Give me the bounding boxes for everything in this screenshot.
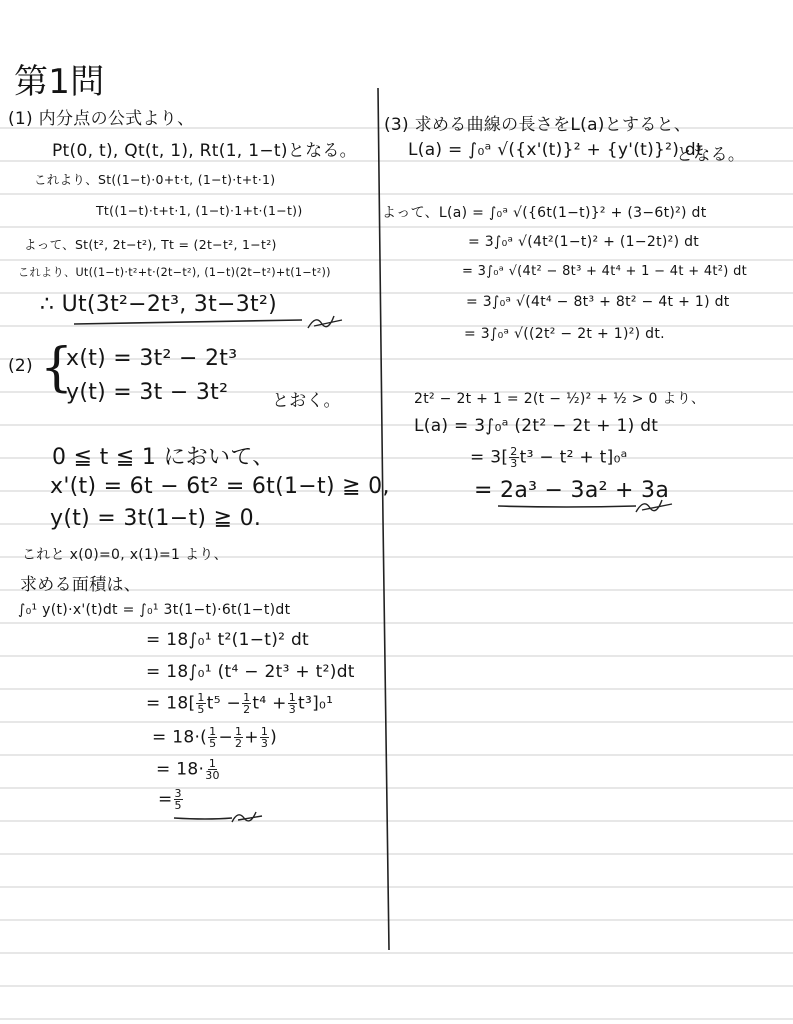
q1-line-6: これより、Ut((1−t)·t²+t·(2t−t²), (1−t)(2t−t²)+t(1−t²)) (18, 266, 331, 279)
q2-line-7: = 18∫₀¹ t²(1−t)² dt (146, 630, 310, 650)
q3-line-2-end: となる。 (676, 145, 746, 165)
q1-line-4: Tt((1−t)·t+t·1, (1−t)·1+t·(1−t)) (96, 203, 303, 218)
q1-line-5: よって、St(t², 2t−t²), Tt = (2t−t², 1−t²) (24, 237, 277, 252)
q2-line-10: = 18·( $\frac{1}{5}$ − $\frac{1}{2}$ + $\frac{1}{3}$ ) (152, 725, 278, 750)
q2-line-8: = 18∫₀¹ (t⁴ − 2t³ + t²)dt (146, 662, 355, 682)
fraction-1-5b: $\frac{1}{5}$ (209, 725, 217, 750)
q2-x-def: x(t) = 3t² − 2t³ (66, 346, 238, 371)
page-title: 第1問 (14, 62, 105, 102)
q2-line-11: = 18· $\frac{1}{30}$ (156, 757, 220, 782)
q2-line-2: x'(t) = 6t − 6t² = 6t(1−t) ≧ 0, (50, 474, 390, 499)
fraction-1-3: $\frac{1}{3}$ (288, 691, 297, 716)
q3-line-1: (3) 求める曲線の長さをL(a)とすると、 (384, 115, 692, 135)
q2-note: とおく。 (272, 391, 341, 411)
q3-line-9: L(a) = 3∫₀ᵃ (2t² − 2t + 1) dt (414, 416, 659, 436)
q2-line-1: 0 ≦ t ≦ 1 において、 (52, 445, 275, 470)
q2-brace: { (40, 338, 74, 398)
q3-line-4: = 3∫₀ᵃ √(4t²(1−t)² + (1−2t)²) dt (468, 234, 700, 250)
q2-label: (2) (8, 356, 33, 376)
q1-line-2: Pt(0, t), Qt(t, 1), Rt(1, 1−t)となる。 (52, 141, 357, 161)
fraction-1-2: $\frac{1}{2}$ (243, 691, 251, 716)
fraction-1-3b: $\frac{1}{3}$ (260, 725, 269, 750)
q1-line-1: (1) 内分点の公式より、 (8, 109, 195, 129)
q2-line-3: y(t) = 3t(1−t) ≧ 0. (50, 506, 262, 531)
q3-line-3: よって、L(a) = ∫₀ᵃ √({6t(1−t)}² + (3−6t)²) dt (382, 205, 707, 221)
q1-line-3: これより、St((1−t)·0+t·t, (1−t)·t+t·1) (34, 172, 276, 187)
q3-line-6: = 3∫₀ᵃ √(4t⁴ − 8t³ + 8t² − 4t + 1) dt (466, 294, 730, 310)
q3-line-7: = 3∫₀ᵃ √((2t² − 2t + 1)²) dt. (464, 326, 665, 342)
q1-answer: ∴ Ut(3t²−2t³, 3t−3t²) (40, 292, 277, 317)
fraction-1-2b: $\frac{1}{2}$ (234, 725, 243, 750)
q2-line-6: ∫₀¹ y(t)·x'(t)dt = ∫₀¹ 3t(1−t)·6t(1−t)dt (18, 602, 291, 618)
q2-answer-underline (172, 808, 272, 828)
q3-line-10: = 3[ $\frac{2}{3}$ t³ − t² + t]₀ᵃ (470, 445, 628, 470)
q3-answer: = 2a³ − 3a² + 3a (474, 478, 670, 503)
q3-line-8: 2t² − 2t + 1 = 2(t − ½)² + ½ > 0 より、 (414, 391, 706, 407)
fraction-1-30: $\frac{1}{30}$ (205, 757, 220, 782)
q3-line-5: = 3∫₀ᵃ √(4t² − 8t³ + 4t⁴ + 1 − 4t + 4t²) dt (462, 264, 748, 279)
q2-answer: = $\frac{3}{5}$ (158, 787, 182, 812)
q3-answer-underline (496, 496, 682, 518)
q3-line-2: L(a) = ∫₀ᵃ √({x'(t)}² + {y'(t)}²) dt (408, 140, 703, 160)
q2-line-5: 求める面積は、 (20, 575, 142, 595)
q2-line-4: これと x(0)=0, x(1)=1 より、 (22, 547, 228, 563)
fraction-2-3: $\frac{2}{3}$ (510, 445, 518, 470)
q1-answer-underline (72, 312, 352, 334)
fraction-3-5: $\frac{3}{5}$ (174, 787, 182, 812)
q2-line-9: = 18[ $\frac{1}{5}$ t⁵ − $\frac{1}{2}$ t⁴ + $\frac{1}{3}$ t³]₀¹ (146, 691, 334, 716)
fraction-1-5: $\frac{1}{5}$ (197, 691, 205, 716)
q2-y-def: y(t) = 3t − 3t² (66, 380, 229, 405)
